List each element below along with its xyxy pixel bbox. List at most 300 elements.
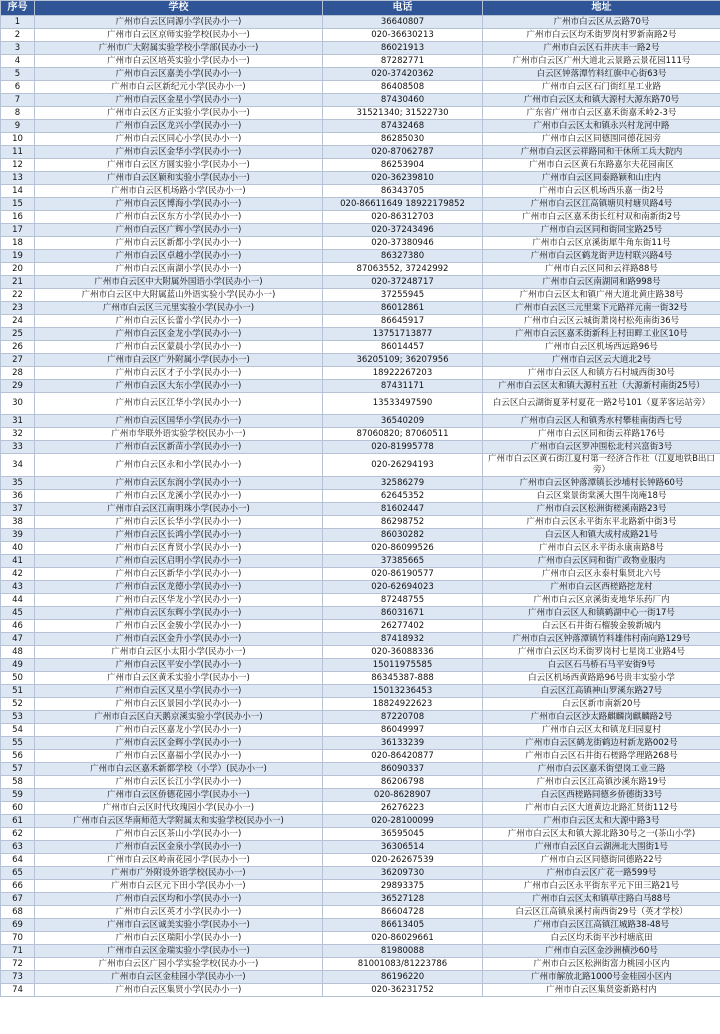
cell-phone: 86021913 — [323, 42, 483, 55]
table-row — [1, 945, 720, 958]
cell-phone: 86253904 — [323, 159, 483, 172]
cell-index: 10 — [1, 133, 35, 146]
cell-address: 广州市白云区沙太路麒麟岗麒麟路2号 — [483, 711, 720, 724]
cell-phone: 86206798 — [323, 776, 483, 789]
cell-phone: 020-26294193 — [323, 454, 483, 477]
cell-phone: 36133239 — [323, 737, 483, 750]
cell-index: 66 — [1, 880, 35, 893]
cell-phone: 020-81995778 — [323, 441, 483, 454]
cell-school: 广州市白云区国华小学(民办小一) — [35, 415, 323, 428]
cell-index: 44 — [1, 594, 35, 607]
cell-phone: 020-87062787 — [323, 146, 483, 159]
cell-address: 广州市白云区太和镇广州大道北黄庄路38号 — [483, 289, 720, 302]
cell-phone: 31521340; 31522730 — [323, 107, 483, 120]
cell-phone: 86030282 — [323, 529, 483, 542]
cell-index: 67 — [1, 893, 35, 906]
cell-phone: 26276223 — [323, 802, 483, 815]
cell-phone: 36209730 — [323, 867, 483, 880]
cell-address: 白云区人和镇大成村成路21号 — [483, 529, 720, 542]
cell-address: 广州市白云区集贤姿新路村内 — [483, 984, 720, 997]
cell-address: 广州市白云区同德街同德路22号 — [483, 854, 720, 867]
table-row — [1, 441, 720, 454]
cell-school: 广州市白云区京师实验学校(民办小一) — [35, 29, 323, 42]
cell-address: 广州市白云区鹤龙街鹤边村新龙路002号 — [483, 737, 720, 750]
cell-school: 广州市白云区金星小学(民办小一) — [35, 94, 323, 107]
cell-index: 54 — [1, 724, 35, 737]
cell-index: 40 — [1, 542, 35, 555]
cell-index: 42 — [1, 568, 35, 581]
table-row — [1, 315, 720, 328]
table-row — [1, 289, 720, 302]
cell-index: 39 — [1, 529, 35, 542]
cell-school: 广州市白云区大东小学(民办小一) — [35, 380, 323, 393]
table-row — [1, 880, 720, 893]
cell-index: 1 — [1, 16, 35, 29]
table-row — [1, 120, 720, 133]
table-row — [1, 802, 720, 815]
cell-index: 6 — [1, 81, 35, 94]
table-row — [1, 503, 720, 516]
cell-address: 广州市白云区人和镇鹤湖中心一街17号 — [483, 607, 720, 620]
cell-address: 白云区棠景街棠溪大围牛岗庵18号 — [483, 490, 720, 503]
cell-index: 59 — [1, 789, 35, 802]
cell-phone: 87060820; 87060511 — [323, 428, 483, 441]
cell-phone: 020-8628907 — [323, 789, 483, 802]
cell-index: 30 — [1, 393, 35, 415]
table-row — [1, 380, 720, 393]
cell-phone: 86604728 — [323, 906, 483, 919]
cell-phone: 87220708 — [323, 711, 483, 724]
cell-phone: 86285030 — [323, 133, 483, 146]
cell-address: 广州市白云区同和街云祥路176号 — [483, 428, 720, 441]
cell-index: 5 — [1, 68, 35, 81]
cell-phone: 020-86190577 — [323, 568, 483, 581]
table-row — [1, 276, 720, 289]
cell-address: 广州市白云区同德围同德花园旁 — [483, 133, 720, 146]
cell-school: 广州市白云区卓越小学(民办小一) — [35, 250, 323, 263]
cell-index: 62 — [1, 828, 35, 841]
cell-address: 广州市白云区人和镇方石村城西街30号 — [483, 367, 720, 380]
table-row — [1, 172, 720, 185]
cell-address: 广州市白云区同和街广政物业服内 — [483, 555, 720, 568]
cell-address: 广州市白云区三元里棠下元路祥元南一街32号 — [483, 302, 720, 315]
cell-index: 20 — [1, 263, 35, 276]
table-row — [1, 906, 720, 919]
table-row — [1, 750, 720, 763]
cell-address: 广州市白云区白云湖洲北大围街1号 — [483, 841, 720, 854]
cell-phone: 020-86420877 — [323, 750, 483, 763]
cell-index: 61 — [1, 815, 35, 828]
cell-address: 广州市白云区江高镇塘贝村塘贝路4号 — [483, 198, 720, 211]
cell-index: 45 — [1, 607, 35, 620]
cell-index: 12 — [1, 159, 35, 172]
table-row — [1, 185, 720, 198]
table-row — [1, 81, 720, 94]
table-row — [1, 146, 720, 159]
cell-index: 23 — [1, 302, 35, 315]
header-index: 序号 — [1, 1, 35, 16]
cell-index: 69 — [1, 919, 35, 932]
cell-address: 白云区江高镇泉溪村南西街29号（英才学校） — [483, 906, 720, 919]
table-row — [1, 685, 720, 698]
cell-phone: 86408508 — [323, 81, 483, 94]
table-row — [1, 607, 720, 620]
cell-school: 广州市白云区嘉美小学(民办小一) — [35, 68, 323, 81]
cell-index: 34 — [1, 454, 35, 477]
cell-phone: 32586279 — [323, 477, 483, 490]
cell-school: 广州市白云区长江小学(民办小一) — [35, 776, 323, 789]
cell-phone: 37255945 — [323, 289, 483, 302]
cell-school: 广州市白云区颖和实验小学(民办小一) — [35, 172, 323, 185]
cell-school: 广州市白云区黄禾实验小学(民办小一) — [35, 672, 323, 685]
table-row — [1, 477, 720, 490]
cell-phone: 86049997 — [323, 724, 483, 737]
cell-address: 广州市白云区嘉禾街新科上村田畔工业区10号 — [483, 328, 720, 341]
table-row — [1, 263, 720, 276]
cell-school: 广州市白云区金泉小学(民办小一) — [35, 841, 323, 854]
cell-school: 广州市白云区龙溪小学(民办小一) — [35, 490, 323, 503]
table-row — [1, 237, 720, 250]
cell-address: 广州市白云区京溪街犀牛角东街11号 — [483, 237, 720, 250]
cell-address: 广州市白云区广花一路599号 — [483, 867, 720, 880]
cell-index: 22 — [1, 289, 35, 302]
cell-index: 65 — [1, 867, 35, 880]
table-row — [1, 516, 720, 529]
cell-school: 广州市白云区茶山小学(民办小一) — [35, 828, 323, 841]
cell-index: 8 — [1, 107, 35, 120]
cell-index: 9 — [1, 120, 35, 133]
cell-phone: 020-86312703 — [323, 211, 483, 224]
cell-phone: 86196220 — [323, 971, 483, 984]
cell-address: 广州市白云区太和镇大源村大源东路70号 — [483, 94, 720, 107]
cell-school: 广州市白云区新苗小学(民办小一) — [35, 441, 323, 454]
table-row — [1, 55, 720, 68]
cell-school: 广州市白云区东润小学(民办小一) — [35, 477, 323, 490]
cell-index: 37 — [1, 503, 35, 516]
cell-address: 白云区西槎路同德乡侨德街33号 — [483, 789, 720, 802]
table-row — [1, 737, 720, 750]
table-row — [1, 250, 720, 263]
cell-index: 73 — [1, 971, 35, 984]
cell-phone: 15011975585 — [323, 659, 483, 672]
cell-address: 广州市白云区均禾街罗岗村罗新南路2号 — [483, 29, 720, 42]
cell-index: 68 — [1, 906, 35, 919]
cell-index: 48 — [1, 646, 35, 659]
cell-school: 广州市白云区新纪元小学(民办小一) — [35, 81, 323, 94]
cell-address: 广州市白云区松洲街槎溪南路23号 — [483, 503, 720, 516]
cell-school: 广州市白云区广园小学实验学校(民办小一) — [35, 958, 323, 971]
cell-phone: 36205109; 36207956 — [323, 354, 483, 367]
cell-index: 41 — [1, 555, 35, 568]
cell-index: 56 — [1, 750, 35, 763]
cell-address: 广州市白云区嘉禾街长红村双和南新街2号 — [483, 211, 720, 224]
cell-school: 广州市白云区广辉小学(民办小一) — [35, 224, 323, 237]
table-row — [1, 555, 720, 568]
cell-address: 广州市白云区太和镇龙归园夏村 — [483, 724, 720, 737]
cell-index: 60 — [1, 802, 35, 815]
cell-phone: 36527128 — [323, 893, 483, 906]
cell-address: 广州市白云区嘉禾街望岗工业三路 — [483, 763, 720, 776]
cell-address: 广州市白云区石井街石槎路学理路268号 — [483, 750, 720, 763]
table-row — [1, 620, 720, 633]
cell-school: 广州市白云区华龙小学(民办小一) — [35, 594, 323, 607]
table-row — [1, 958, 720, 971]
cell-phone: 020-28100099 — [323, 815, 483, 828]
table-row — [1, 867, 720, 880]
cell-index: 50 — [1, 672, 35, 685]
cell-phone: 020-36231752 — [323, 984, 483, 997]
cell-phone: 86327380 — [323, 250, 483, 263]
cell-index: 72 — [1, 958, 35, 971]
cell-address: 广州市白云区鹤龙街尹边村联兴路4号 — [483, 250, 720, 263]
table-row — [1, 454, 720, 477]
cell-school: 广州市白云区金龙小学(民办小一) — [35, 328, 323, 341]
cell-school: 广州市白云区嘉福小学(民办小一) — [35, 750, 323, 763]
cell-address: 广州市白云区西槎路挖龙村 — [483, 581, 720, 594]
cell-index: 3 — [1, 42, 35, 55]
cell-phone: 020-37243496 — [323, 224, 483, 237]
table-row — [1, 724, 720, 737]
cell-phone: 86645917 — [323, 315, 483, 328]
cell-address: 广州市白云区云大道北2号 — [483, 354, 720, 367]
cell-phone: 020-37248717 — [323, 276, 483, 289]
cell-address: 广州市白云区同和街同宝路25号 — [483, 224, 720, 237]
cell-index: 43 — [1, 581, 35, 594]
cell-school: 广州市白云区嘉龙小学(民办小一) — [35, 724, 323, 737]
table-row — [1, 328, 720, 341]
cell-school: 广州市白云区金升小学(民办小一) — [35, 633, 323, 646]
cell-address: 广州市白云区钟落潭镇竹料雄伟村南向路129号 — [483, 633, 720, 646]
cell-address: 广州市白云区江高镇江城路38-48号 — [483, 919, 720, 932]
table-row — [1, 415, 720, 428]
cell-school: 广州市白云区景园小学(民办小一) — [35, 698, 323, 711]
cell-index: 36 — [1, 490, 35, 503]
table-row — [1, 68, 720, 81]
header-address: 地址 — [483, 1, 720, 16]
cell-school: 广州市白云区江华小学(民办小一) — [35, 393, 323, 415]
cell-address: 广州市白云区云祥路同和干休所工兵大院内 — [483, 146, 720, 159]
table-row — [1, 633, 720, 646]
table-row — [1, 198, 720, 211]
table-row — [1, 393, 720, 415]
cell-school: 广州市白云区方正实验小学(民办小一) — [35, 107, 323, 120]
cell-address: 广州市解放北路1000号金桂园小区内 — [483, 971, 720, 984]
table-row — [1, 29, 720, 42]
cell-school: 广州市白云区中大附属蓝山外语实验小学(民办小一) — [35, 289, 323, 302]
table-row — [1, 42, 720, 55]
cell-school: 广州市白云区蒙晨小学(民办小一) — [35, 341, 323, 354]
cell-school: 广州市白云区瑞阳小学(民办小一) — [35, 932, 323, 945]
cell-index: 52 — [1, 698, 35, 711]
cell-address: 广州市白云区永平街永康南路8号 — [483, 542, 720, 555]
cell-index: 2 — [1, 29, 35, 42]
cell-school: 广州市白云区永和小学(民办小一) — [35, 454, 323, 477]
cell-address: 白云区石井街石榴骏金骏新城内 — [483, 620, 720, 633]
table-row — [1, 672, 720, 685]
table-row — [1, 789, 720, 802]
cell-school: 广州市白云区东方小学(民办小一) — [35, 211, 323, 224]
cell-index: 21 — [1, 276, 35, 289]
table-row — [1, 984, 720, 997]
cell-index: 17 — [1, 224, 35, 237]
cell-school: 广州市白云区长华小学(民办小一) — [35, 516, 323, 529]
table-row — [1, 568, 720, 581]
cell-school: 广州市白云区机场路小学(民办小一) — [35, 185, 323, 198]
table-row — [1, 646, 720, 659]
cell-index: 28 — [1, 367, 35, 380]
cell-address: 白云区石马桥石马平安街9号 — [483, 659, 720, 672]
table-row — [1, 224, 720, 237]
cell-school: 广州市白云区金桂园小学(民办小一) — [35, 971, 323, 984]
cell-school: 广州市白云区白天鹅京溪实验小学(民办小一) — [35, 711, 323, 724]
cell-school: 广州市白云区培英实验小学(民办小一) — [35, 55, 323, 68]
table-row — [1, 490, 720, 503]
cell-address: 广州市白云区江高镇沙溪东路19号 — [483, 776, 720, 789]
cell-index: 53 — [1, 711, 35, 724]
cell-school: 广州市白云区龙德小学(民办小一) — [35, 581, 323, 594]
cell-address: 广州市白云区广州大道北云景路云景花园111号 — [483, 55, 720, 68]
cell-phone: 18922267203 — [323, 367, 483, 380]
table-row — [1, 815, 720, 828]
cell-phone: 020-37420362 — [323, 68, 483, 81]
cell-index: 71 — [1, 945, 35, 958]
cell-phone: 86014457 — [323, 341, 483, 354]
cell-phone: 86298752 — [323, 516, 483, 529]
table-row — [1, 529, 720, 542]
cell-index: 38 — [1, 516, 35, 529]
table-row — [1, 594, 720, 607]
table-body — [1, 16, 720, 997]
cell-school: 广州市白云区集贤小学(民办小一) — [35, 984, 323, 997]
cell-address: 广州市白云区太和镇草庄路白马88号 — [483, 893, 720, 906]
cell-school: 广州市白云区长鸿小学(民办小一) — [35, 529, 323, 542]
cell-phone: 020-26267539 — [323, 854, 483, 867]
cell-address: 广州市白云区黄石东路嘉尔夫花园南区 — [483, 159, 720, 172]
cell-school: 广州市白云区南湖小学(民办小一) — [35, 263, 323, 276]
cell-index: 35 — [1, 477, 35, 490]
cell-school: 广州市广外附设外语学校(民办小一) — [35, 867, 323, 880]
cell-index: 49 — [1, 659, 35, 672]
cell-phone: 81980088 — [323, 945, 483, 958]
cell-index: 26 — [1, 341, 35, 354]
cell-phone: 36306514 — [323, 841, 483, 854]
cell-phone: 020-37380946 — [323, 237, 483, 250]
cell-phone: 36640807 — [323, 16, 483, 29]
table-row — [1, 893, 720, 906]
cell-school: 广州市白云区金华小学(民办小一) — [35, 146, 323, 159]
table-row — [1, 133, 720, 146]
cell-school: 广州市白云区均和小学(民办小一) — [35, 893, 323, 906]
cell-index: 57 — [1, 763, 35, 776]
cell-school: 广州市白云区新都小学(民办小一) — [35, 237, 323, 250]
table-row — [1, 841, 720, 854]
cell-phone: 020-36239810 — [323, 172, 483, 185]
cell-school: 广州市华联外语实验学校(民办小一) — [35, 428, 323, 441]
cell-school: 广州市白云区才子小学(民办小一) — [35, 367, 323, 380]
table-row — [1, 428, 720, 441]
cell-phone: 36540209 — [323, 415, 483, 428]
cell-index: 7 — [1, 94, 35, 107]
cell-phone: 87432468 — [323, 120, 483, 133]
cell-index: 27 — [1, 354, 35, 367]
cell-address: 广州市白云区均禾街罗岗村七星岗工业路4号 — [483, 646, 720, 659]
cell-index: 46 — [1, 620, 35, 633]
cell-address: 广州市白云区人和镇秀水村攀桂南街西七号 — [483, 415, 720, 428]
cell-school: 广州市白云区岭南花园小学(民办小一) — [35, 854, 323, 867]
cell-phone: 36595045 — [323, 828, 483, 841]
table-row — [1, 932, 720, 945]
table-row — [1, 341, 720, 354]
cell-phone: 020-36630213 — [323, 29, 483, 42]
cell-address: 广州市白云区太和镇大源村五社（大源新村南街25号） — [483, 380, 720, 393]
cell-index: 11 — [1, 146, 35, 159]
cell-address: 广州市白云区钟落潭镇长沙埔村长钟路60号 — [483, 477, 720, 490]
cell-school: 广州市白云区长蕾小学(民办小一) — [35, 315, 323, 328]
cell-address: 广州市白云区云城街萧岗村松苑南街36号 — [483, 315, 720, 328]
cell-phone: 87282771 — [323, 55, 483, 68]
cell-phone: 87430460 — [323, 94, 483, 107]
table-row — [1, 698, 720, 711]
cell-address: 广州市白云区罗冲围松北村兴富街3号 — [483, 441, 720, 454]
cell-index: 55 — [1, 737, 35, 750]
cell-index: 58 — [1, 776, 35, 789]
cell-phone: 81602447 — [323, 503, 483, 516]
cell-address: 白云区新市南新20号 — [483, 698, 720, 711]
table-row — [1, 711, 720, 724]
cell-address: 广州市白云区机场西乐嘉一街2号 — [483, 185, 720, 198]
table-row — [1, 971, 720, 984]
cell-address: 广州市白云区太和大源中路3号 — [483, 815, 720, 828]
cell-phone: 020-86611649 18922179852 — [323, 198, 483, 211]
cell-school: 广州市白云区同源小学(民办小一) — [35, 16, 323, 29]
cell-index: 64 — [1, 854, 35, 867]
cell-phone: 86343705 — [323, 185, 483, 198]
cell-school: 广州市白云区方圆实验小学(民办小一) — [35, 159, 323, 172]
table-row — [1, 581, 720, 594]
cell-index: 70 — [1, 932, 35, 945]
cell-index: 51 — [1, 685, 35, 698]
cell-address: 广州市白云区机场西远路96号 — [483, 341, 720, 354]
cell-index: 4 — [1, 55, 35, 68]
cell-school: 广州市白云区启明小学(民办小一) — [35, 555, 323, 568]
cell-phone: 86613405 — [323, 919, 483, 932]
cell-index: 13 — [1, 172, 35, 185]
cell-index: 47 — [1, 633, 35, 646]
cell-phone: 37385665 — [323, 555, 483, 568]
cell-school: 广州市白云区三元里实验小学(民办小一) — [35, 302, 323, 315]
cell-phone: 020-36088336 — [323, 646, 483, 659]
cell-phone: 87063552, 37242992 — [323, 263, 483, 276]
cell-school: 广州市白云区小太阳小学(民办小一) — [35, 646, 323, 659]
cell-address: 广州市白云区永平街东平北路新中街3号 — [483, 516, 720, 529]
cell-school: 广州市白云区又星小学(民办小一) — [35, 685, 323, 698]
cell-index: 32 — [1, 428, 35, 441]
cell-phone: 13751713877 — [323, 328, 483, 341]
cell-phone: 62645352 — [323, 490, 483, 503]
cell-phone: 87431171 — [323, 380, 483, 393]
cell-school: 广州市白云区广外附属小学(民办小一) — [35, 354, 323, 367]
cell-school: 广州市白云区英才小学(民办小一) — [35, 906, 323, 919]
cell-school: 广州市白云区华南师范大学附属太和实验学校(民办小一) — [35, 815, 323, 828]
header-phone: 电话 — [323, 1, 483, 16]
table-row — [1, 211, 720, 224]
cell-phone: 86012861 — [323, 302, 483, 315]
table-row — [1, 854, 720, 867]
cell-address: 广州市白云区大道黄边北路汇贤街112号 — [483, 802, 720, 815]
cell-school: 广州市白云区金辉小学(民办小一) — [35, 737, 323, 750]
table-row — [1, 367, 720, 380]
cell-phone: 86090337 — [323, 763, 483, 776]
